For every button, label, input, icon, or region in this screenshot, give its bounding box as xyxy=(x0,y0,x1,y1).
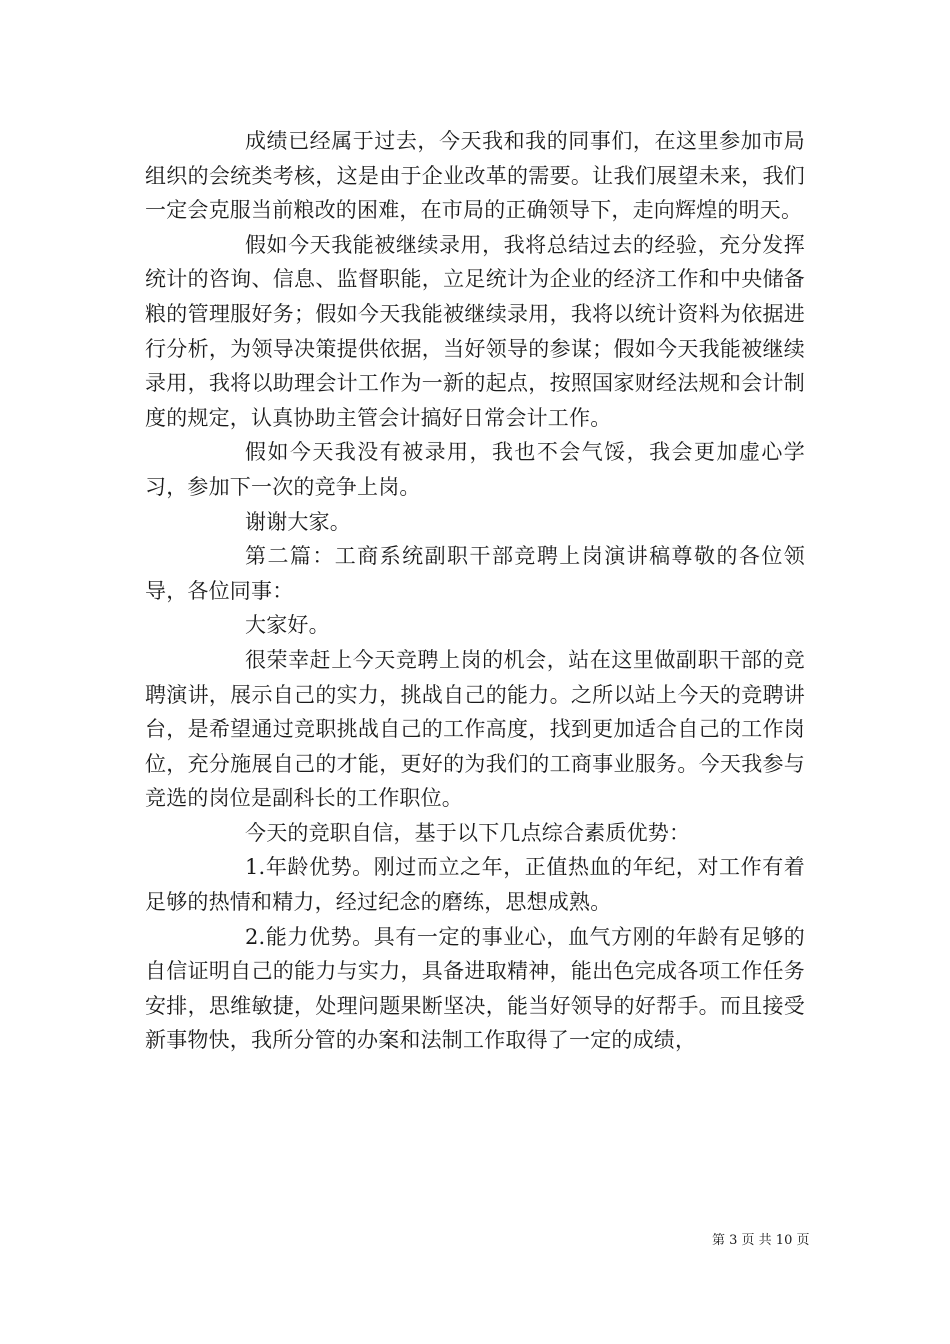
paragraph-7: 很荣幸赶上今天竞聘上岗的机会，站在这里做副职干部的竞聘演讲，展示自己的实力，挑战自己的能力。之所以站上今天的竞聘讲台，是希望通过竞职挑战自己的工作高度，找到更加适合自己的工作岗位，充分施展自己的才能，更好的为我们的工商事业服务。今天我参与竞选的岗位是副科长的工作职位。 xyxy=(145,647,805,811)
paragraph-8: 今天的竞职自信，基于以下几点综合素质优势： xyxy=(245,820,691,845)
paragraph-9: 1.年龄优势。刚过而立之年，正值热血的年纪，对工作有着足够的热情和精力，经过纪念的磨练，思想成熟。 xyxy=(145,855,805,915)
paragraph-1: 成绩已经属于过去，今天我和我的同事们，在这里参加市局组织的会统类考核，这是由于企业改革的需要。让我们展望未来，我们一定会克服当前粮改的困难，在市局的正确领导下，走向辉煌的明天。 xyxy=(145,129,805,223)
paragraph-5-heading: 第二篇：工商系统副职干部竞聘上岗演讲稿尊敬的各位领导，各位同事： xyxy=(145,544,805,603)
page-number-footer: 第 3 页 共 10 页 xyxy=(712,1233,810,1248)
paragraph-10: 2.能力优势。具有一定的事业心，血气方刚的年龄有足够的自信证明自己的能力与实力，具备进取精神，能出色完成各项工作任务安排，思维敏捷，处理问题果断坚决，能当好领导的好帮手。而且接受新事物快，我所分管的办案和法制工作取得了一定的成绩， xyxy=(145,924,805,1053)
paragraph-3: 假如今天我没有被录用，我也不会气馁，我会更加虚心学习，参加下一次的竞争上岗。 xyxy=(145,440,805,499)
paragraph-6: 大家好。 xyxy=(245,613,330,638)
paragraph-2: 假如今天我能被继续录用，我将总结过去的经验，充分发挥统计的咨询、信息、监督职能，立足统计为企业的经济工作和中央储备粮的管理服好务；假如今天我能被继续录用，我将以统计资料为依据进行分析，为领导决策提供依据，当好领导的参谋；假如今天我能被继续录用，我将以助理会计工作为一新的起点，按照国家财经法规和会计制度的规定，认真协助主管会计搞好日常会计工作。 xyxy=(145,232,805,430)
paragraph-4: 谢谢大家。 xyxy=(245,509,351,534)
document-body xyxy=(145,124,805,1058)
